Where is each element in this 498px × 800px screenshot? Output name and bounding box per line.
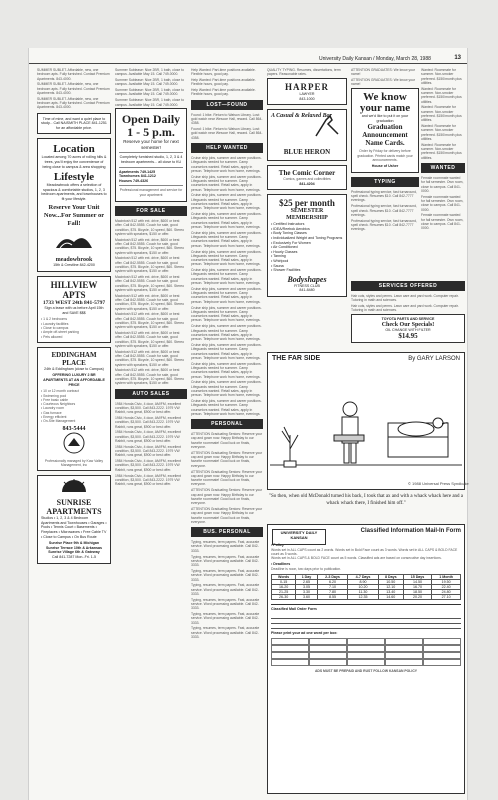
meadowbrook-brand: meadowbrook — [55, 256, 93, 263]
lost-found-heading: LOST—FOUND — [191, 100, 263, 110]
word-box[interactable] — [271, 645, 309, 652]
bus-personal-listings: Typing, resumes, term papers. Fast, accurate service. Word processing available. Call 842-3333. Typing, resumes, term papers. Fast, accurate service. Word processing available. Call 842-3333. Typing, resumes, term papers. Fast, accurate service. Word processing available. Call 842-3333. Typing, resumes, term papers. Fast, accurate service. Word processing available. Call 842-3333. Typing, resumes, term papers. Fast, accurate service. Word processing available. Call 842-3333. Typing, resumes, term papers. Fast, accurate service. Word processing available. Call 842-3333. Typing, resumes, term papers. Fast, accurate service. Word processing available. Call 842-3333. — [191, 540, 260, 640]
print-instructions: Please print your ad one word per box: — [271, 630, 338, 635]
meadowbrook-ad: Location Located among 70 acres of rolling hills & trees, you'll enjoy the convenience of being close to campus & area shopping Lifestyle Meadowbrook offers a selection of spacious & comfortable studios, 1, 2, 3 bedroom apartments, and townhouses to fit your lifestyle. Reserve Your Unit Now...For Summer or Fall! meadowbrook 15th & Crestline 842-4200 — [37, 138, 111, 272]
feature-item: • Whirlpool — [271, 258, 289, 263]
rate-cell: 3.30 — [296, 590, 318, 595]
rate-header: 1 Month — [432, 575, 461, 580]
word-box[interactable] — [423, 659, 461, 666]
word-box[interactable] — [385, 652, 423, 659]
for-sale-heading: FOR SALE — [115, 206, 187, 216]
rate-cell: 18.50 — [403, 590, 431, 595]
form-title: Classified Information Mail-In Form — [360, 528, 461, 534]
word-box[interactable] — [423, 645, 461, 652]
sunrise-logo-icon — [59, 479, 89, 493]
form-footer: ADS MUST BE PREPAID AND RUST FOLLOW KANSAN POLICY — [314, 668, 418, 673]
rate-header: 1 Day — [296, 575, 318, 580]
for-sale-listings: Macintosh 512 with ext. drive, $600 or best offer. Call 842-5555. Couch for sale, good condition, $75. Bicycle, 10 speed, $60. Stereo system with speakers, $150 or offer. Macintosh 512 with ext. drive, $600 or best offer. Call 842-5555. Couch for sale, good condition, $75. Bicycle, 10 speed, $60. Stereo system with speakers, $150 or offer. Macintosh 512 with ext. drive, $600 or best offer. Call 842-5555. Couch for sale, good condition, $75. Bicycle, 10 speed, $60. Stereo system with speakers, $150 or offer. Macintosh 512 with ext. drive, $600 or best offer. Call 842-5555. Couch for sale, good condition, $75. Bicycle, 10 speed, $60. Stereo system with speakers, $150 or offer. Macintosh 512 with ext. drive, $600 or best offer. Call 842-5555. Couch for sale, good condition, $75. Bicycle, 10 speed, $60. Stereo system with speakers, $150 or offer. Macintosh 512 with ext. drive, $600 or best offer. Call 842-5555. Couch for sale, good condition, $75. Bicycle, 10 speed, $60. Stereo system with speakers, $150 or offer. Macintosh 512 with ext. drive, $600 or best offer. Call 842-5555. Couch for sale, good condition, $75. Bicycle, 10 speed, $60. Stereo system with speakers, $150 or offer. Macintosh 512 with ext. drive, $600 or best offer. Call 842-5555. Couch for sale, good condition, $75. Bicycle, 10 speed, $60. Stereo system with speakers, $150 or offer. Macintosh 512 with ext. drive, $600 or best offer. Call 842-5555. Couch for sale, good condition, $75. Bicycle, 10 speed, $60. Stereo system with speakers, $150 or offer. — [115, 218, 184, 386]
order-form-label: Classified Mail Order Form — [271, 604, 461, 612]
rate-cell: 22.40 — [432, 585, 461, 590]
auto-sales-heading: AUTO SALES — [115, 389, 187, 399]
classified-text: Summer Sublease: Nice 2BR, 1 bath, close to campus. Available May 15. Call 749-0000. Summer Sublease: Nice 2BR, 1 bath, close to campus. Available May 15. Call 749-0000. Summer Sublease: Nice 2BR, 1 bath, close to campus. Available May 15. Call 749-0000. Summer Sublease: Nice 2BR, 1 bath, close to campus. Available May 15. Call 749-0000. — [115, 68, 184, 107]
harper-lawyer-ad: HARPER LAWYER 843-1000 — [267, 78, 347, 105]
rate-cell: 16.70 — [403, 585, 431, 590]
rate-cell: 19.50 — [432, 580, 461, 585]
rate-cell: 14.60 — [378, 595, 403, 600]
word-box[interactable] — [309, 652, 347, 659]
newspaper-page — [28, 48, 468, 800]
word-box[interactable] — [309, 645, 347, 652]
rate-cell: 12.35 — [348, 595, 379, 600]
rate-header: 15 Days — [403, 575, 431, 580]
personal-listings: ATTENTION Graduating Seniors: Reserve your cap and gown now. Happy Birthday to our favorite roommate! Good luck on finals, everyone. ATTENTION Graduating Seniors: Reserve your cap and gown now. Happy Birthday to our favorite roommate! Good luck on finals, everyone. ATTENTION Graduating Seniors: Reserve your cap and gown now. Happy Birthday to our favorite roommate! Good luck on finals, everyone. ATTENTION Graduating Seniors: Reserve your cap and gown now. Happy Birthday to our favorite roommate! Good luck on finals, everyone. ATTENTION Graduating Seniors: Reserve your cap and gown now. Happy Birthday to our favorite roommate! Good luck on finals, everyone. — [191, 432, 263, 524]
feature-item: • Exclusively For Women — [271, 240, 311, 245]
feature-list — [271, 222, 343, 273]
feature-item: • IDEA/Reebok Aerobics — [271, 226, 310, 231]
cartoon-caption: "So then, when old McDonald turned his back, I took that ax and with a whack whack here and a whack whack there, I finished him off." — [268, 494, 464, 506]
word-box[interactable] — [309, 659, 347, 666]
typing-heading: TYPING — [351, 177, 419, 187]
rate-header: 2-3 Days — [317, 575, 348, 580]
word-box[interactable] — [347, 659, 385, 666]
rate-cell: 13.40 — [378, 590, 403, 595]
far-side-cartoon — [267, 352, 469, 490]
rate-cell: 8.90 — [348, 580, 379, 585]
location-heading: Location — [53, 143, 95, 156]
column-3 — [191, 68, 263, 796]
heron-icon — [312, 114, 342, 138]
classified-text: SUMMER SUBLET. Affordable, new, one bedroom apts. Fully furnished. Contact Premium Apartments. 843-4000. SUMMER SUBLET. Affordable, new, one bedroom apts. Fully furnished. Contact Premium Apartments. 843-4000. SUMMER SUBLET. Affordable, new, one bedroom apts. Fully furnished. Contact Premium Apartments. 843-4000. — [37, 68, 110, 110]
classified-mail-in-form: UNIVERSITY DAILY KANSAN Classified Information Mail-In Form • Policy Words set in ALL CAPS count as 2 words. Words set in Bold Face count as 3 words. Words set in ALL CAPS & BOLD FACE count as 5 words. Words set in ALL CAPS & BOLD FACE count as 5 words. Classified ads are based on consecutive day insertions. • Deadlines Deadline is noon, two days prior to publication. Words 1 Day 2-3 Days 4-7 Days 8 Days 15 Days 1 Month 0-15 2.65 6.20 8.90 10.50 14.50 19.50 16-20 3.05 7.10 10.20 12.10 16.70 22.40 21-25 3.30 7.80 11.30 13.40 18.50 24.80 26-30 3.60 8.55 12.35 14.60 20.20 27.10 Classified Mail Order Form Please print your ad one word per box: ADS MUST BE PREPAID AND RUST FOLLOW KANSAN POLICY — [267, 524, 465, 794]
phone-field[interactable] — [271, 624, 461, 629]
rate-header: 8 Days — [378, 575, 403, 580]
feature-item: • Sauna — [271, 263, 284, 268]
services-heading: SERVICES OFFERED — [351, 281, 465, 291]
lifestyle-heading: Lifestyle — [53, 171, 95, 184]
feature-item: • Certified Instructors — [271, 222, 305, 227]
rate-cell: 10.50 — [378, 580, 403, 585]
page-header — [29, 54, 467, 64]
feature-item: • Body Toning Classes — [271, 231, 307, 236]
rate-row — [272, 595, 461, 600]
feature-item: • Hourly Classes — [271, 249, 298, 254]
rate-cell: 21-25 — [272, 590, 296, 595]
feature-item: • Individualized Weight and Toning Programs — [271, 235, 343, 240]
word-box[interactable] — [423, 652, 461, 659]
blue-heron-ad: A Casual & Relaxed Bar BLUE HERON — [267, 109, 347, 161]
classified-text: QUALITY TYPING. Resumes, dissertations, term papers. Reasonable rates. — [267, 68, 341, 77]
toyota-ad: TOYOTA PARTS AND SERVICE Check Our Specials! OIL CHANGE WITH FILTER $14.95 — [351, 314, 465, 343]
rate-cell: 7.10 — [317, 585, 348, 590]
meadowbrook-logo-icon — [54, 230, 94, 252]
classified-text: Help Wanted: Part-time positions available. Flexible hours, good pay. Help Wanted: Part-time positions available. Flexible hours, good pay. Help Wanted: Part-time positions available. Flexible hours, good pay. — [191, 68, 256, 97]
reserve-cta: Reserve Your Unit Now...For Summer or Fall! — [43, 203, 105, 227]
wanted-heading: WANTED — [421, 163, 465, 173]
rate-cell: 3.60 — [296, 595, 318, 600]
rate-cell: 7.80 — [317, 590, 348, 595]
word-box[interactable] — [271, 659, 309, 666]
rate-cell: 3.05 — [296, 585, 318, 590]
column-2 — [115, 68, 187, 796]
rate-cell: 27.10 — [432, 595, 461, 600]
word-box[interactable] — [423, 638, 461, 645]
fitness-club-ad: $25 per month SEMESTER MEMBERSHIP • Certified Instructors • IDEA/Reebok Aerobics • Body Toning Classes • Individualized Weight and Toning Programs • Exclusively For Women • Air Conditioned • Hourly Classes • Tanning • Whirlpool • Sauna • Shower Facilities Bodyshapes FITNESS CLUB 841-8480 — [267, 194, 347, 297]
rate-cell: 20.20 — [403, 595, 431, 600]
rate-cell: 26-30 — [272, 595, 296, 600]
rate-cell: 10.20 — [348, 585, 379, 590]
wanted-listings: Female roommate wanted for fall semester. Own room, close to campus. Call 841-0000. Female roommate wanted for fall semester. Own room, close to campus. Call 841-0000. Female roommate wanted for fall semester. Own room, close to campus. Call 841-0000. — [421, 175, 464, 231]
word-box[interactable] — [347, 645, 385, 652]
personal-heading: PERSONAL — [191, 419, 263, 429]
column-1 — [37, 68, 111, 796]
rate-cell: 24.80 — [432, 590, 461, 595]
bus-personal-heading: BUS. PERSONAL — [191, 527, 263, 537]
rate-header: 4-7 Days — [348, 575, 379, 580]
rate-header: Words — [272, 575, 296, 580]
kansan-logo: UNIVERSITY DAILY KANSAN — [272, 529, 326, 545]
typing-listings: Professional typing service, fast turnaround, spell check. Resumes $10. Call 842-7777 evenings. Professional typing service, fast turnaround, spell check. Resumes $10. Call 842-7777 evenings. Professional typing service, fast turnaround, spell check. Resumes $10. Call 842-7777 evenings. — [351, 189, 417, 232]
publication-line: University Daily Kansan / Monday, March 28, 1988 — [319, 56, 431, 62]
rate-cell: 12.10 — [378, 585, 403, 590]
hillview-ad: HILLVIEW APTS 1733 WEST 24th 841-5797 Sign a lease with us before April 15th and SAVE $$$ • 1 & 2 bedrooms • Laundry facilities • Close to campus • Ample off-street parking • Pets allowed — [37, 276, 111, 343]
rate-cell: 6.20 — [317, 580, 348, 585]
word-box[interactable] — [385, 659, 423, 666]
feature-item: • Air Conditioned — [271, 245, 298, 250]
rate-cell: 0-15 — [272, 580, 296, 585]
eddingham-ad: EDDINGHAM PLACE 24th & Eddingham (close to Campus) OFFERING LUXURY 2 BR APARTMENTS AT AN AFFORDABLE PRICE • 10 or 12 month contract • Swimming pool • Free basic cable • Courteous Neighbors • Laundry room • Gas furnace • Energy efficient • On-Site Management 843-5444 Professionally managed by Kaw Valley Management, Inc — [37, 347, 111, 471]
word-box[interactable] — [309, 638, 347, 645]
open-daily-ad: Open Daily 1 - 5 p.m. Reserve your home for next semester! Completely furnished studio, 1, 2, 3 & 4 bedroom apartments... all close to KU Apartments 749-1425 Townhomes 841-1212 Houses 749-4326 Professional management and service for your apartment — [115, 108, 187, 202]
feature-item: • Tanning — [271, 254, 286, 259]
cartoon-copyright: © 1988 Universal Press Syndicate — [408, 481, 469, 486]
naismith-ad: Time of mine, and want a quiet place to study... Call NAISMITH PLACE 841-1251 for an affordable price. — [37, 113, 111, 135]
lost-found-listings: Found: 1 bike. Return to Watson Library. Lost: gold watch near Wescoe Hall, reward. Call 864-4358. Found: 1 bike. Return to Watson Library. Lost: gold watch near Wescoe Hall, reward. Call 864-4358. — [191, 112, 263, 140]
cartoon-title: THE FAR SIDE — [272, 355, 321, 362]
help-wanted-heading: HELP WANTED — [191, 143, 263, 153]
sunrise-ad: SUNRISE APARTMENTS Studios • 1, 2, 3 & 4 Bedroom Apartments and Townhouses • Garages • Pools • Tennis Court • Basements • Fireplaces • Microwaves • Free Cable TV • Close to Campus • On Bus Route Sunrise Place 9th & Michigan Sunrise Terrace 10th & Arkansas Sunrise Village 6th & Gateway Call 841-7287 Mon.-Fri. 1-5 — [37, 475, 111, 563]
word-box[interactable] — [347, 638, 385, 645]
feature-item: • Shower Facilities — [271, 268, 301, 273]
auto-sales-listings: 1984 Honda Civic, 4 door, AM/FM, excellent condition, $3,500. Call 843-2222. 1979 VW Rabbit, runs great, $900 or best offer. 1984 Honda Civic, 4 door, AM/FM, excellent condition, $3,500. Call 843-2222. 1979 VW Rabbit, runs great, $900 or best offer. 1984 Honda Civic, 4 door, AM/FM, excellent condition, $3,500. Call 843-2222. 1979 VW Rabbit, runs great, $900 or best offer. 1984 Honda Civic, 4 door, AM/FM, excellent condition, $3,500. Call 843-2222. 1979 VW Rabbit, runs great, $900 or best offer. 1984 Honda Civic, 4 door, AM/FM, excellent condition, $3,500. Call 843-2222. 1979 VW Rabbit, runs great, $900 or best offer. 1984 Honda Civic, 4 door, AM/FM, excellent condition, $3,500. Call 843-2222. 1979 VW Rabbit, runs great, $900 or best offer. — [115, 401, 181, 487]
word-box[interactable] — [347, 652, 385, 659]
classified-text: ATTENTION GRADUATES: We know your name! ATTENTION GRADUATES: We know your name! — [351, 68, 416, 87]
word-box[interactable] — [271, 652, 309, 659]
rate-cell: 8.55 — [317, 595, 348, 600]
page-number: 13 — [454, 55, 461, 61]
rate-table — [271, 574, 461, 600]
word-box[interactable] — [385, 645, 423, 652]
rate-cell: 14.50 — [403, 580, 431, 585]
cartoon-byline: By GARY LARSON — [408, 356, 460, 362]
graduation-announcement-ad: We know your name and we'd like to put it on your graduation Graduation Announcement Name Cards. Order by Friday for delivery before graduation. Printed cards match your announcements. House of Usher — [351, 88, 419, 173]
word-box[interactable] — [271, 638, 309, 645]
rate-cell: 16-20 — [272, 585, 296, 590]
eddingham-logo-icon — [61, 432, 87, 454]
rate-cell: 2.65 — [296, 580, 318, 585]
comic-corner-ad: The Comic Corner Comics, games and collectibles 841-4204 — [267, 165, 347, 190]
rate-cell: 11.30 — [348, 590, 379, 595]
services-block — [351, 278, 465, 348]
cartoon-drawing-icon — [270, 365, 469, 489]
classified-text: Wanted: Roommate for summer. Non-smoker preferred. $150/month plus utilities. Wanted: Roommate for summer. Non-smoker preferred. $150/month plus utilities. Wanted: Roommate for summer. Non-smoker preferred. $150/month plus utilities. Wanted: Roommate for summer. Non-smoker preferred. $150/month plus utilities. Wanted: Roommate for summer. Non-smoker preferred. $150/month plus utilities. — [421, 68, 462, 160]
services-listings: Hair cuts, styles and perms. Lawn care and yard work. Computer repair. Tutoring in math and sciences. Hair cuts, styles and perms. Lawn care and yard work. Computer repair. Tutoring in math and sciences. — [351, 294, 459, 313]
word-box-grid[interactable] — [271, 638, 461, 666]
help-wanted-listings: Cruise ship jobs, summer and career positions. Lifeguards needed for summer. Camp counselors wanted. Retail sales, apply in person. Telephone work from home, evenings. Cruise ship jobs, summer and career positions. Lifeguards needed for summer. Camp counselors wanted. Retail sales, apply in person. Telephone work from home, evenings. Cruise ship jobs, summer and career positions. Lifeguards needed for summer. Camp counselors wanted. Retail sales, apply in person. Telephone work from home, evenings. Cruise ship jobs, summer and career positions. Lifeguards needed for summer. Camp counselors wanted. Retail sales, apply in person. Telephone work from home, evenings. Cruise ship jobs, summer and career positions. Lifeguards needed for summer. Camp counselors wanted. Retail sales, apply in person. Telephone work from home, evenings. Cruise ship jobs, summer and career positions. Lifeguards needed for summer. Camp counselors wanted. Retail sales, apply in person. Telephone work from home, evenings. Cruise ship jobs, summer and career positions. Lifeguards needed for summer. Camp counselors wanted. Retail sales, apply in person. Telephone work from home, evenings. Cruise ship jobs, summer and career positions. Lifeguards needed for summer. Camp counselors wanted. Retail sales, apply in person. Telephone work from home, evenings. Cruise ship jobs, summer and career positions. Lifeguards needed for summer. Camp counselors wanted. Retail sales, apply in person. Telephone work from home, evenings. Cruise ship jobs, summer and career positions. Lifeguards needed for summer. Camp counselors wanted. Retail sales, apply in person. Telephone work from home, evenings. Cruise ship jobs, summer and career positions. Lifeguards needed for summer. Camp counselors wanted. Retail sales, apply in person. Telephone work from home, evenings. Cruise ship jobs, summer and career positions. Lifeguards needed for summer. Camp counselors wanted. Retail sales, apply in person. Telephone work from home, evenings. Cruise ship jobs, summer and career positions. Lifeguards needed for summer. Camp counselors wanted. Retail sales, apply in person. Telephone work from home, evenings. Cruise ship jobs, summer and career positions. Lifeguards needed for summer. Camp counselors wanted. Retail sales, apply in person. Telephone work from home, evenings. — [191, 156, 262, 416]
column-4 — [267, 68, 347, 396]
word-box[interactable] — [385, 638, 423, 645]
